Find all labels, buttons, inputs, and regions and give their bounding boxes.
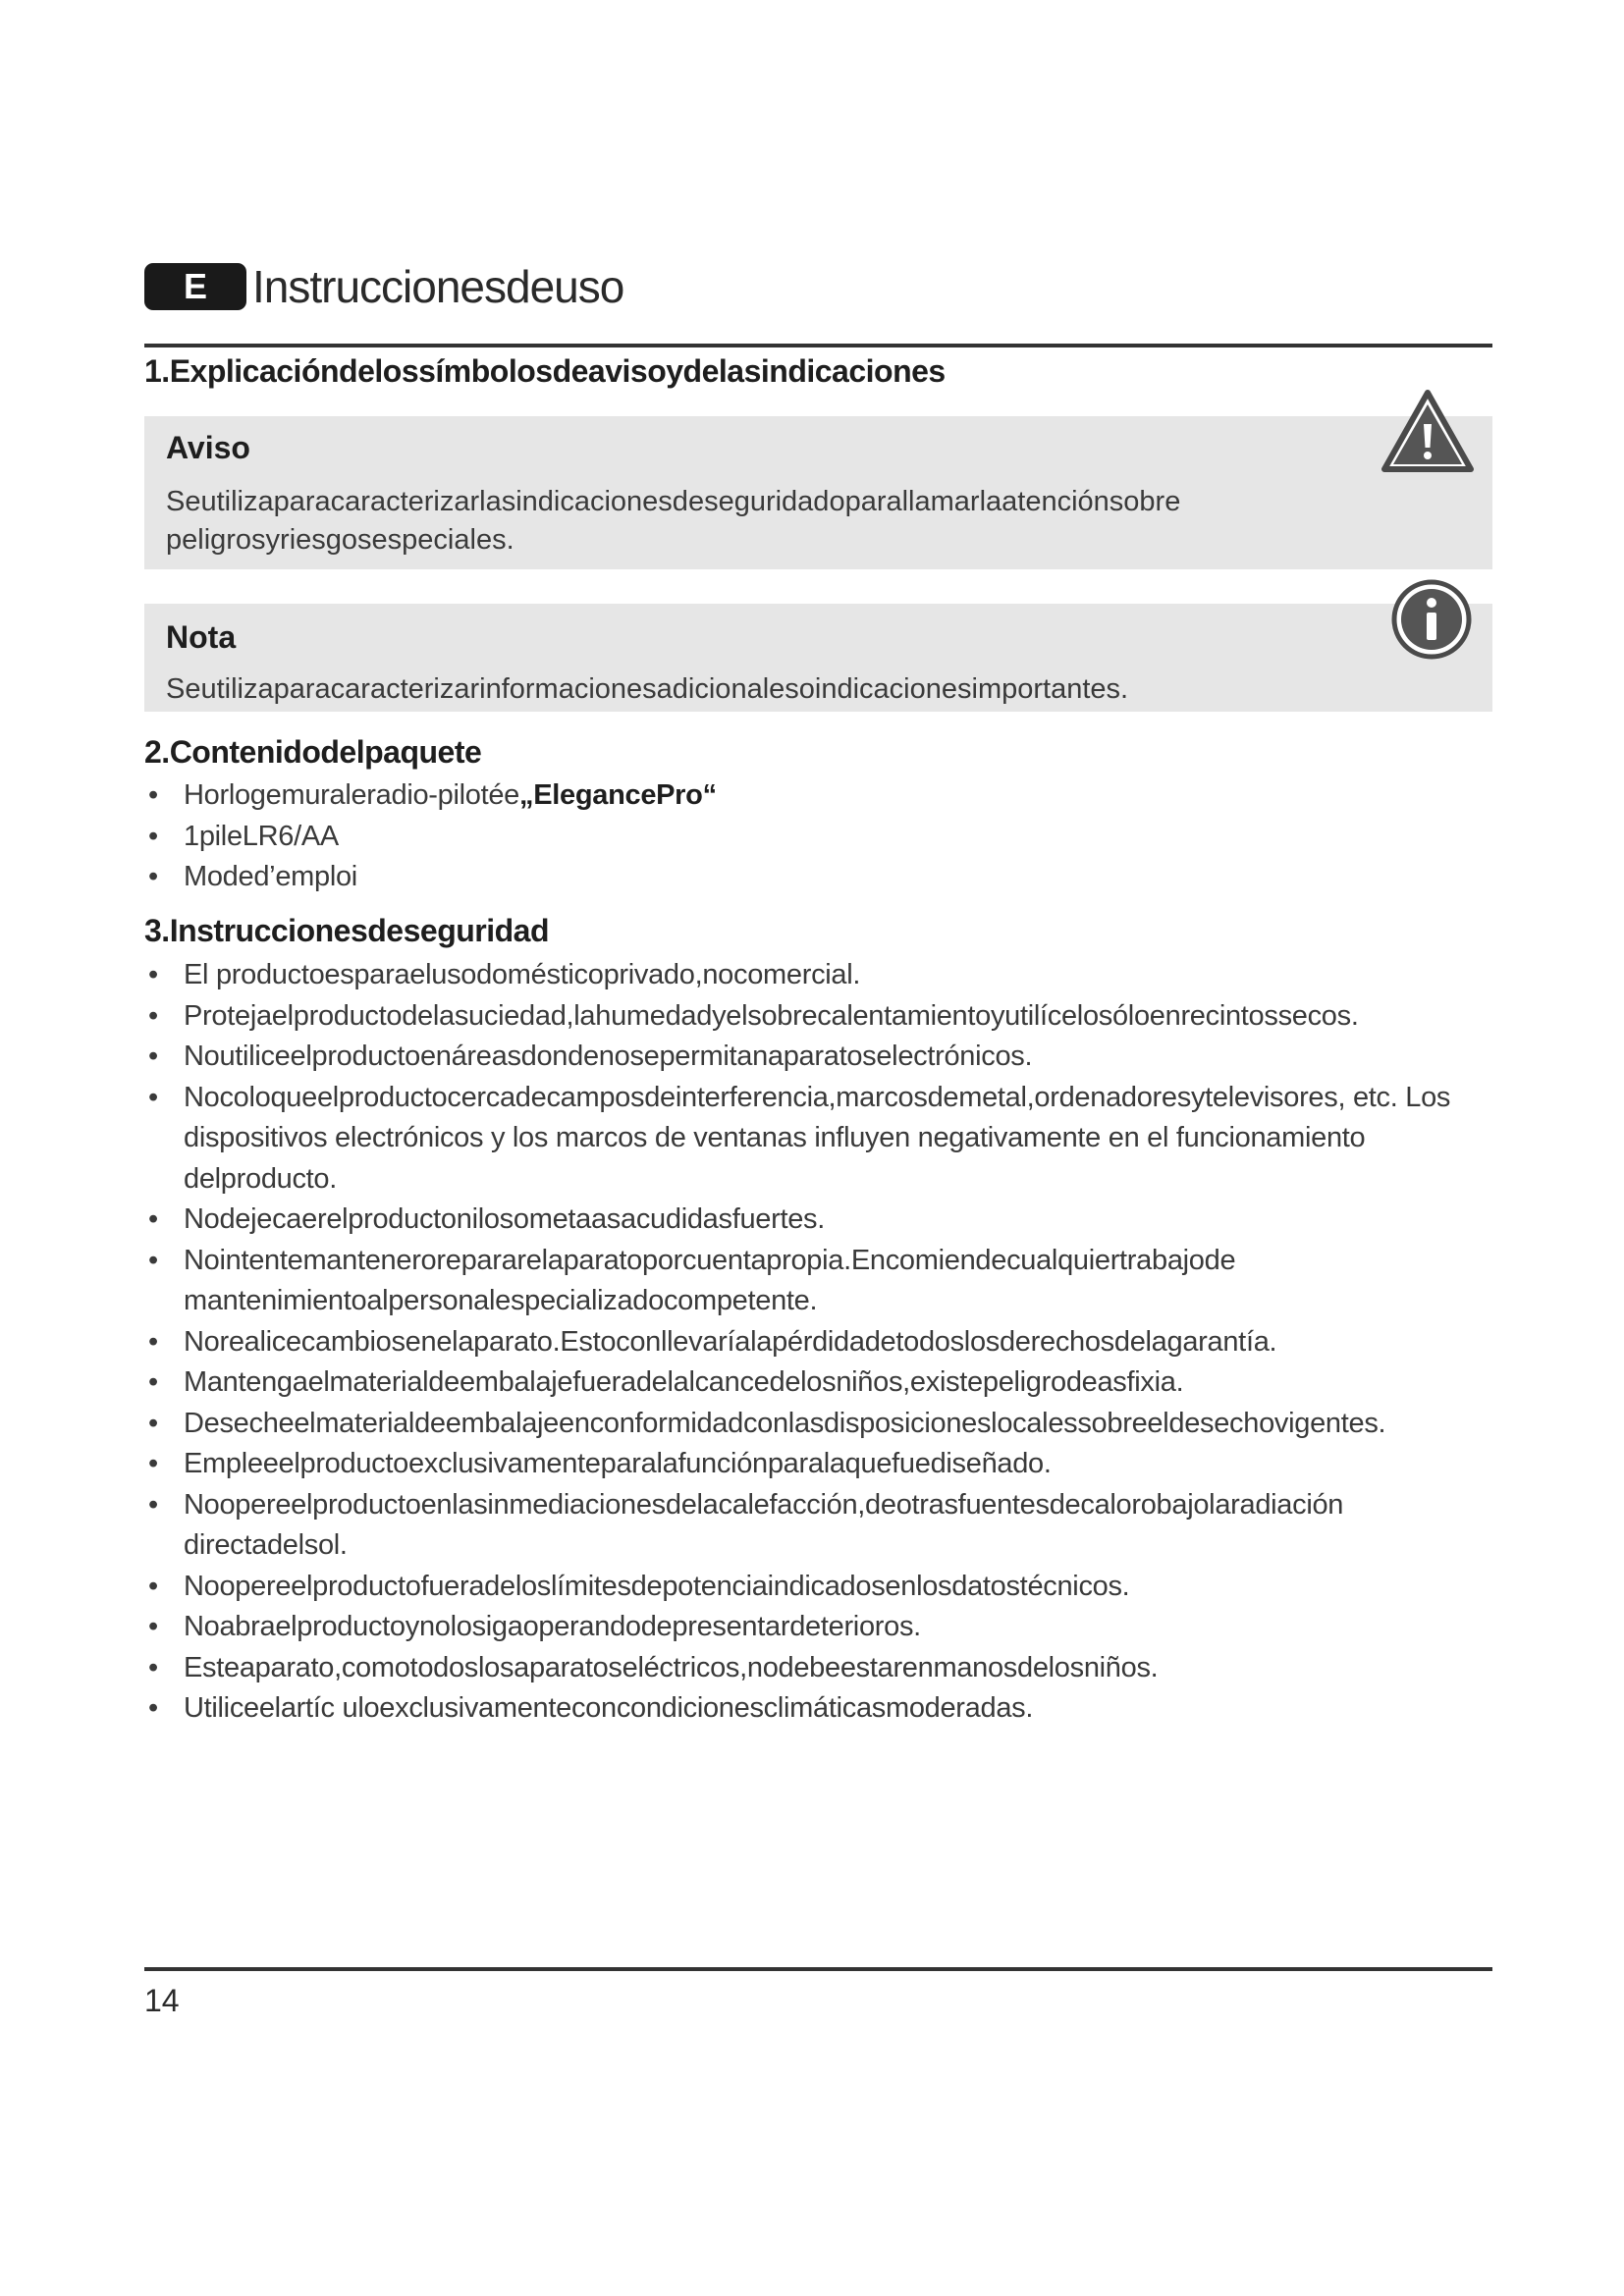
- list-item: • Esteaparato,comotodoslosaparatoseléctricos,nodebeestarenmanosdelosniños.: [144, 1648, 1492, 1689]
- section-heading-safety: 3.Instruccionesdeseguridad: [144, 913, 550, 948]
- note-box: [144, 604, 1492, 712]
- list-item: • Noabraelproductoynolosigaoperandodepresentardeterioros.: [144, 1607, 1492, 1648]
- page-title: Instruccionesdeuso: [252, 261, 624, 312]
- manual-page: [144, 0, 1492, 2296]
- list-item: • Noopereelproductofueradeloslímitesdepotenciaindicadosenlosdatostécnicos.: [144, 1567, 1492, 1608]
- language-badge: E: [144, 263, 246, 310]
- list-item: • Utiliceelartíc uloexclusivamenteconcondicionesclimáticasmoderadas.: [144, 1688, 1492, 1730]
- list-item: • Mantengaelmaterialdeembalajefueradelalcancedelosniños,existepeligrodeasfixia.: [144, 1362, 1492, 1404]
- page-header: [144, 257, 623, 316]
- list-item: • 1pileLR6/AA: [144, 817, 717, 858]
- list-item: • Nocoloqueelproductocercadecamposdeinterferencia,marcosdemetal,ordenadoresytelevisores, etc. Los dispositivos electrónicos y los marcos de ventanas influyen negativamente en el funcionamiento delproducto.: [144, 1078, 1492, 1201]
- list-item: • Moded’emploi: [144, 857, 717, 898]
- list-item: • Desecheelmaterialdeembalajeenconformidadconlasdisposicioneslocalessobreeldesechovigentes.: [144, 1404, 1492, 1445]
- warning-label: Aviso: [166, 430, 250, 465]
- list-item: • El productoesparaelusodomésticoprivado,nocomercial.: [144, 955, 1492, 996]
- list-item: • Horlogemuraleradio-pilotée„ElegancePro“: [144, 775, 717, 817]
- note-text: Seutilizaparacaracterizarinformacionesadicionalesoindicacionesimportantes.: [166, 673, 1129, 705]
- section-heading-contents: 2.Contenidodelpaquete: [144, 734, 482, 770]
- note-label: Nota: [166, 619, 237, 655]
- info-circle-icon: [1391, 579, 1472, 660]
- list-item: • Empleeelproductoexclusivamenteparalafunciónparalaquefuediseñado.: [144, 1444, 1492, 1485]
- list-item: • Noopereelproductoenlasinmediacionesdelacalefacción,deotrasfuentesdecalorobajolaradiación directadelsol.: [144, 1485, 1492, 1567]
- warning-box: [144, 416, 1492, 569]
- warning-triangle-icon: [1380, 389, 1475, 473]
- section-heading-symbols: 1.Explicacióndelossímbolosdeavisoydelasindicaciones: [144, 353, 946, 389]
- list-item: • Norealicecambiosenelaparato.Estoconllevaríalapérdidadetodoslosderechosdelagarantía.: [144, 1322, 1492, 1363]
- product-name: „ElegancePro“: [519, 779, 717, 811]
- list-item: • Nointentemantenerorepararelaparatoporcuentapropia.Encomiendecualquiertrabajode mantenimientoalpersonalespecializadocompetente.: [144, 1241, 1492, 1322]
- safety-instructions-list: [144, 955, 1492, 1730]
- list-item: • Protejaelproductodelasuciedad,lahumedadyelsobrecalentamientoyutilícelosóloenrecintossecos.: [144, 996, 1492, 1038]
- list-item: • Nodejecaerelproductonilosometaasacudidasfuertes.: [144, 1200, 1492, 1241]
- header-divider: [144, 344, 1492, 347]
- page-number: 14: [144, 1983, 180, 2018]
- footer-divider: [144, 1967, 1492, 1971]
- list-item: • Noutiliceelproductoenáreasdondenosepermitanaparatoselectrónicos.: [144, 1037, 1492, 1078]
- package-contents-list: [144, 775, 717, 898]
- warning-text: Seutilizaparacaracterizarlasindicacionesdeseguridadoparallamarlaatenciónsobre peligrosyriesgosespeciales.: [166, 486, 1181, 556]
